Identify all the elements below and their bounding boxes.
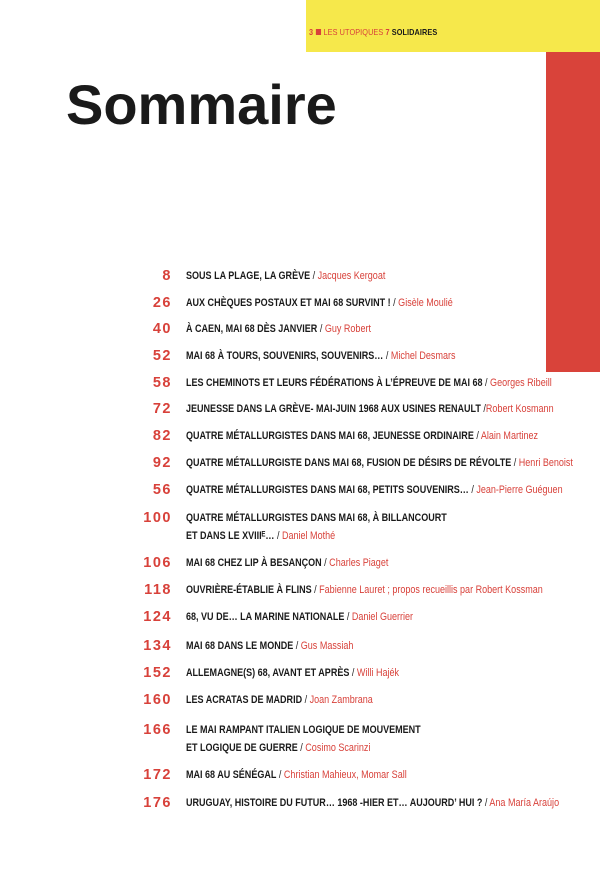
page-number: 176 xyxy=(143,795,172,811)
entry-text xyxy=(186,509,556,545)
page-number: 58 xyxy=(152,375,172,391)
page-number: 160 xyxy=(143,692,172,708)
page-title: Sommaire xyxy=(66,73,337,136)
separator: / xyxy=(344,611,352,623)
separator: / xyxy=(473,430,481,442)
entry-author: Jacques Kergoat xyxy=(317,270,386,282)
separator: / xyxy=(293,640,301,652)
entry-author: Cosimo Scarinzi xyxy=(305,742,371,754)
page-number: 72 xyxy=(152,401,172,417)
entry-title: QUATRE MÉTALLURGISTE DANS MAI 68, FUSION DE DÉSIRS DE RÉVOLTE xyxy=(186,457,512,469)
entry-text xyxy=(186,691,556,709)
series-number-2: 7 xyxy=(385,27,390,37)
separator: / xyxy=(511,457,519,469)
separator: / xyxy=(274,530,282,542)
page-number: 8 xyxy=(162,268,172,284)
entry-author: Robert Kosmann xyxy=(485,403,554,415)
page-number: 152 xyxy=(143,665,172,681)
series-number-1: 3 xyxy=(309,27,314,37)
series-name-2: SOLIDAIRES xyxy=(391,27,438,37)
page-number: 166 xyxy=(143,722,172,738)
entry-title: LE MAI RAMPANT ITALIEN LOGIQUE DE MOUVEMENT xyxy=(186,724,421,736)
entry-text xyxy=(186,347,556,365)
entry-title: MAI 68 À TOURS, SOUVENIRS, SOUVENIRS… xyxy=(186,350,384,362)
entry-author: Charles Piaget xyxy=(329,557,389,569)
entry-text xyxy=(186,637,556,655)
entry-text xyxy=(186,320,556,338)
entry-author: Gus Massiah xyxy=(300,640,354,652)
entry-author: Michel Desmars xyxy=(390,350,456,362)
page-number: 52 xyxy=(152,348,172,364)
entry-author: Joan Zambrana xyxy=(309,694,373,706)
entry-title: MAI 68 AU SÉNÉGAL xyxy=(186,769,277,781)
entry-title-continued: ET LOGIQUE DE GUERRE xyxy=(186,742,298,754)
page-number: 106 xyxy=(143,555,172,571)
separator: / xyxy=(276,769,284,781)
entry-text xyxy=(186,794,560,812)
entry-author: Guy Robert xyxy=(324,323,371,335)
series-name-1: LES UTOPIQUES xyxy=(323,27,384,37)
page-number: 124 xyxy=(143,609,172,625)
entry-title: 68, VU DE… LA MARINE NATIONALE xyxy=(186,611,345,623)
separator: / xyxy=(383,350,391,362)
page-number: 172 xyxy=(143,767,172,783)
entry-author: Willi Hajék xyxy=(356,667,400,679)
entry-title: URUGUAY, HISTOIRE DU FUTUR… 1968 -HIER ET… AUJOURD’ HUI ? xyxy=(186,797,483,809)
separator: / xyxy=(310,270,318,282)
page-number: 134 xyxy=(143,638,172,654)
separator: / xyxy=(480,403,486,415)
entry-title: À CAEN, MAI 68 DÈS JANVIER xyxy=(186,323,318,335)
entry-title: LES CHEMINOTS ET LEURS FÉDÉRATIONS À L’ÉPREUVE DE MAI 68 xyxy=(186,377,483,389)
entry-title: QUATRE MÉTALLURGISTES DANS MAI 68, PETITS SOUVENIRS… xyxy=(186,484,469,496)
separator: / xyxy=(317,323,325,335)
separator: / xyxy=(468,484,477,496)
entry-text xyxy=(186,454,573,472)
page-number: 100 xyxy=(143,510,172,526)
page-number: 82 xyxy=(152,428,172,444)
separator: / xyxy=(349,667,357,679)
separator: / xyxy=(311,584,320,596)
entry-text xyxy=(186,481,563,499)
entry-title: AUX CHÈQUES POSTAUX ET MAI 68 SURVINT ! xyxy=(186,297,391,309)
separator: / xyxy=(297,742,306,754)
entry-author: Daniel Guerrier xyxy=(351,611,414,623)
entry-text xyxy=(186,721,556,757)
page-number: 118 xyxy=(144,582,172,598)
entry-title: LES ACRATAS DE MADRID xyxy=(186,694,303,706)
separator: / xyxy=(482,377,491,389)
separator: / xyxy=(390,297,399,309)
entry-author: Christian Mahieux, Momar Sall xyxy=(283,769,407,781)
page-number: 26 xyxy=(152,295,172,311)
entry-title: JEUNESSE DANS LA GRÈVE- MAI-JUIN 1968 AUX USINES RENAULT xyxy=(186,403,481,415)
separator: / xyxy=(482,797,490,809)
entry-text xyxy=(186,664,556,682)
page-number: 56 xyxy=(152,482,172,498)
separator: / xyxy=(302,694,310,706)
entry-author: Daniel Mothé xyxy=(281,530,336,542)
entry-author: Jean-Pierre Guéguen xyxy=(476,484,563,496)
entry-text xyxy=(186,581,556,599)
page-number: 92 xyxy=(152,455,172,471)
entry-title: ALLEMAGNE(S) 68, AVANT ET APRÈS xyxy=(186,667,350,679)
entry-title: OUVRIÈRE-ÉTABLIE À FLINS xyxy=(186,584,312,596)
entry-author: Gisèle Moulié xyxy=(398,297,453,309)
entry-author: Alain Martinez xyxy=(480,430,539,442)
separator: / xyxy=(321,557,330,569)
entry-title: QUATRE MÉTALLURGISTES DANS MAI 68, À BILLANCOURT xyxy=(186,512,447,524)
entry-author: Fabienne Lauret ; propos recueillis par Robert Kossman xyxy=(319,584,543,596)
entry-text xyxy=(186,267,556,285)
entry-text xyxy=(186,427,556,445)
page-number: 40 xyxy=(152,321,172,337)
entry-title: QUATRE MÉTALLURGISTES DANS MAI 68, JEUNESSE ORDINAIRE xyxy=(186,430,474,442)
entry-title: MAI 68 DANS LE MONDE xyxy=(186,640,294,652)
entry-title: MAI 68 CHEZ LIP À BESANÇON xyxy=(186,557,322,569)
entry-text xyxy=(186,400,556,418)
entry-title-continued: ET DANS LE XVIIIᴱ… xyxy=(186,530,275,542)
entry-text xyxy=(186,294,556,312)
entry-text xyxy=(186,374,556,392)
entry-text xyxy=(186,766,556,784)
entry-author: Georges Ribeill xyxy=(490,377,552,389)
entry-text xyxy=(186,608,556,626)
entry-author: Henri Benoist xyxy=(518,457,573,469)
entry-title: SOUS LA PLAGE, LA GRÈVE xyxy=(186,270,311,282)
entry-text xyxy=(186,554,556,572)
entry-author: Ana María Araújo xyxy=(489,797,560,809)
